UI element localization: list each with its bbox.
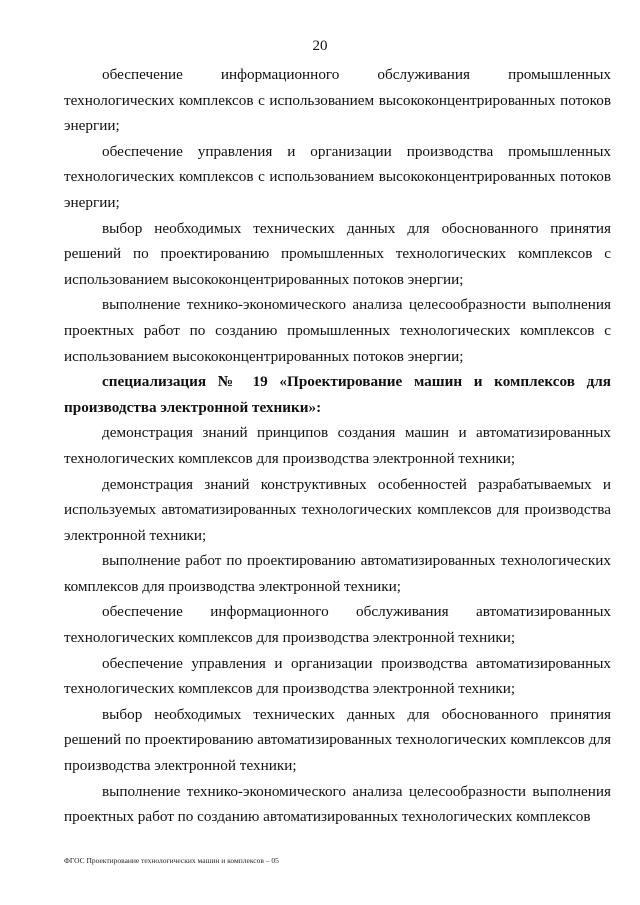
page-number: 20 [312, 38, 328, 54]
paragraph-8: выполнение работ по проектированию автоматизированных технологических комплексов для производства электронной техники; [64, 552, 611, 595]
page-body [64, 62, 611, 830]
specialization-heading: специализация № 19 «Проектирование машин и комплексов для производства электронной техники»: [64, 373, 611, 416]
paragraph-9: обеспечение информационного обслуживания автоматизированных технологических комплексов для производства электронной техники; [64, 603, 611, 647]
paragraph-6: демонстрация знаний принципов создания машин и автоматизированных технологических комплексов для производства электронной техники; [64, 424, 611, 467]
paragraph-4: выполнение технико-экономического анализа целесообразности выполнения проектных работ по созданию промышленных технологических комплексов с использованием высококонцентрированных потоков энергии; [64, 296, 611, 365]
paragraph-1: обеспечение информационного обслуживания промышленных технологических комплексов с использованием высококонцентрированных потоков энергии; [64, 66, 611, 135]
paragraph-7: демонстрация знаний конструктивных особенностей разрабатываемых и используемых автоматизированных технологических комплексов для производства электронной техники; [64, 475, 611, 544]
page-footer: ФГОС Проектирование технологических машин и комплексов – 05 [64, 856, 279, 865]
paragraph-12: выполнение технико-экономического анализа целесообразности выполнения проектных работ по созданию автоматизированных технологических комплексов [64, 782, 611, 826]
paragraph-3: выбор необходимых технических данных для обоснованного принятия решений по проектированию промышленных технологических комплексов с использованием высококонцентрированных потоков энергии; [64, 219, 611, 288]
paragraph-11: выбор необходимых технических данных для обоснованного принятия решений по проектированию автоматизированных технологических комплексов для производства электронной техники; [64, 705, 611, 775]
paragraph-10: обеспечение управления и организации производства автоматизированных технологических комплексов для производства электронной техники; [64, 654, 611, 698]
paragraph-2: обеспечение управления и организации производства промышленных технологических комплексов с использованием высококонцентрированных потоков энергии; [64, 142, 611, 211]
